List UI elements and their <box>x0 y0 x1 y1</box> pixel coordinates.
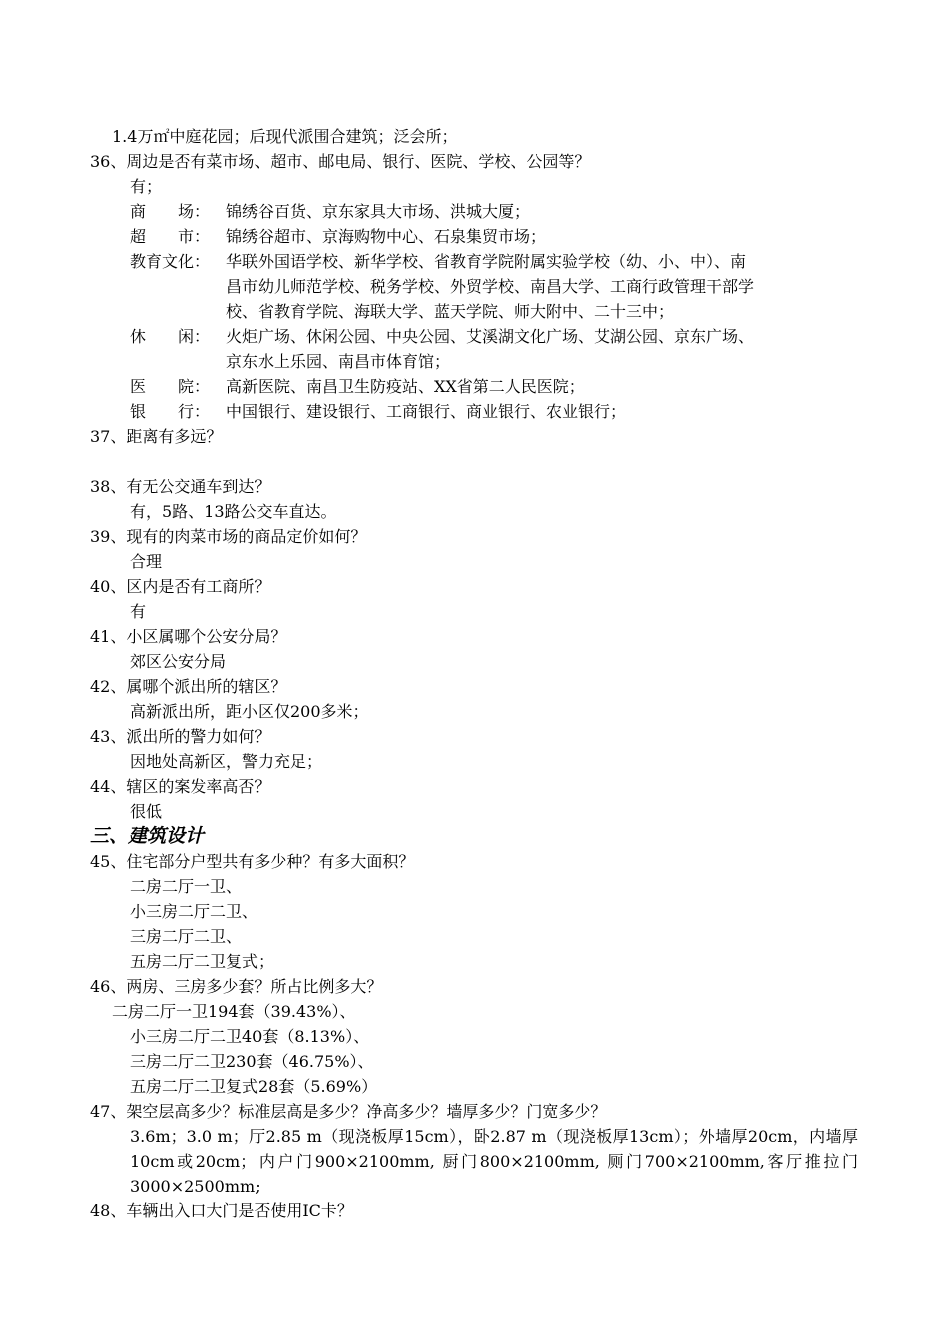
label-bank: 银 行： <box>130 402 211 421</box>
answer-36: 有； <box>130 177 163 196</box>
value-education-line-2: 昌市幼儿师范学校、税务学校、外贸学校、南昌大学、工商行政管理干部学 <box>226 277 755 296</box>
answer-43: 因地处高新区，警力充足； <box>130 752 323 771</box>
value-supermarket: 锦绣谷超市、京海购物中心、石泉集贸市场； <box>226 227 547 246</box>
answer-45-line: 三房二厅二卫、 <box>130 927 243 946</box>
value-leisure-line-1: 火炬广场、休闲公园、中央公园、艾溪湖文化广场、艾湖公园、京东广场、 <box>226 327 755 346</box>
answer-38: 有，5路、13路公交车直达。 <box>130 502 337 521</box>
label-education: 教育文化： <box>130 252 211 271</box>
section-heading: 三、建筑设计 <box>90 825 205 847</box>
value-leisure-line-2: 京东水上乐园、南昌市体育馆； <box>226 352 451 371</box>
label-leisure: 休 闲： <box>130 327 211 346</box>
question-37: 37、距离有多远？ <box>90 427 223 446</box>
question-43: 43、派出所的警力如何？ <box>90 727 271 746</box>
label-hospital: 医 院： <box>130 377 211 396</box>
top-line: 1.4万㎡中庭花园；后现代派围合建筑；泛会所； <box>112 127 458 146</box>
label-shopping: 商 场： <box>130 202 211 221</box>
answer-45-line: 五房二厅二卫复式； <box>130 952 275 971</box>
value-shopping: 锦绣谷百货、京东家具大市场、洪城大厦； <box>226 202 531 221</box>
answer-47: 3.6m；3.0 m；厅2.85 m（现浇板厚15cm），卧2.87 m（现浇板厚13cm）；外墙厚20cm，内墙厚10cm或20cm；内户门900×2100mm, 厨门800×2100mm, 厕门700×2100mm,客厅推拉门3000×2500mm; <box>130 1127 858 1196</box>
label-supermarket: 超 市： <box>130 227 211 246</box>
value-education-line-3: 校、省教育学院、海联大学、蓝天学院、师大附中、二十三中； <box>226 302 675 321</box>
answer-39: 合理 <box>130 552 163 571</box>
question-47: 47、架空层高多少？标准层高是多少？净高多少？墙厚多少？门宽多少？ <box>90 1102 607 1121</box>
answer-46-line: 二房二厅一卫194套（39.43%）、 <box>112 1002 356 1021</box>
answer-46-line: 小三房二厅二卫40套（8.13%）、 <box>130 1027 370 1046</box>
answer-40: 有 <box>130 602 147 621</box>
question-45: 45、住宅部分户型共有多少种？有多大面积？ <box>90 852 415 871</box>
question-38: 38、有无公交通车到达？ <box>90 477 271 496</box>
question-41: 41、小区属哪个公安分局？ <box>90 627 287 646</box>
answer-45-line: 二房二厅一卫、 <box>130 877 243 896</box>
answer-44: 很低 <box>130 802 163 821</box>
value-bank: 中国银行、建设银行、工商银行、商业银行、农业银行； <box>226 402 627 421</box>
question-40: 40、区内是否有工商所？ <box>90 577 271 596</box>
question-39: 39、现有的肉菜市场的商品定价如何？ <box>90 527 367 546</box>
question-48: 48、车辆出入口大门是否使用IC卡？ <box>90 1201 353 1220</box>
question-44: 44、辖区的案发率高否？ <box>90 777 271 796</box>
question-36: 36、周边是否有菜市场、超市、邮电局、银行、医院、学校、公园等？ <box>90 152 591 171</box>
answer-46-line: 三房二厅二卫230套（46.75%）、 <box>130 1052 374 1071</box>
value-hospital: 高新医院、南昌卫生防疫站、XX省第二人民医院； <box>226 377 585 396</box>
question-46: 46、两房、三房多少套？所占比例多大？ <box>90 977 383 996</box>
answer-45-line: 小三房二厅二卫、 <box>130 902 259 921</box>
value-education-line-1: 华联外国语学校、新华学校、省教育学院附属实验学校（幼、小、中）、南 <box>226 252 747 271</box>
question-42: 42、属哪个派出所的辖区？ <box>90 677 287 696</box>
answer-46-line: 五房二厅二卫复式28套（5.69%） <box>130 1077 378 1096</box>
answer-42: 高新派出所，距小区仅200多米； <box>130 702 369 721</box>
answer-41: 郊区公安分局 <box>130 652 227 671</box>
